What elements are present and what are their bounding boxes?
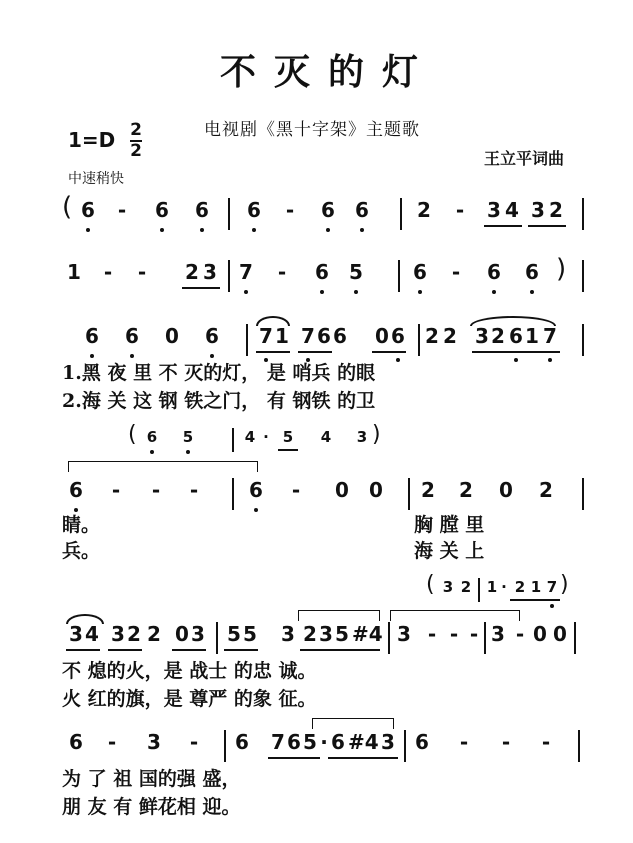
note: 5	[349, 260, 363, 284]
note: 6	[415, 730, 429, 754]
note: 6	[333, 324, 347, 348]
note: -	[189, 730, 199, 754]
lyric-line-4-verse-2: 朋 友 有 鲜花相 迎。	[62, 796, 241, 818]
note: -	[501, 730, 511, 754]
note: 3	[69, 622, 83, 646]
note: 2	[303, 622, 317, 646]
note: 3	[111, 622, 125, 646]
note: 6	[509, 324, 523, 348]
note: 6	[525, 260, 539, 284]
note: 6	[331, 730, 345, 754]
note: 2	[443, 324, 457, 348]
note: 2	[417, 198, 431, 222]
note: 3	[531, 198, 545, 222]
note: #4	[348, 730, 379, 754]
note: 4	[320, 428, 332, 446]
note: 5	[282, 428, 294, 446]
note: 2	[460, 578, 472, 596]
tempo-marking: 中速稍快	[68, 171, 124, 187]
note: 2	[491, 324, 505, 348]
song-title: 不灭的灯	[220, 51, 437, 93]
note: 5	[243, 622, 257, 646]
note: 0	[553, 622, 567, 646]
note: ·	[320, 730, 328, 754]
note: -	[541, 730, 551, 754]
note: 6	[195, 198, 209, 222]
note: 2	[127, 622, 141, 646]
note: 3	[397, 622, 411, 646]
volta-bracket	[68, 461, 258, 472]
note: 6	[85, 324, 99, 348]
note: 0	[335, 478, 349, 502]
note: 2	[421, 478, 435, 502]
note: -	[451, 260, 461, 284]
note: 5	[182, 428, 194, 446]
note: 7	[259, 324, 273, 348]
note: 2	[147, 622, 161, 646]
key-signature: 1=D	[68, 128, 116, 152]
tuplet-bracket	[298, 610, 380, 621]
note: 3	[191, 622, 205, 646]
lyric-line-2-verse-2b: 海 关 上	[414, 540, 485, 562]
note: 4	[505, 198, 519, 222]
note: 6	[315, 260, 329, 284]
note: 2	[539, 478, 553, 502]
note: 1	[486, 578, 498, 596]
note: 7	[543, 324, 557, 348]
note: 3	[319, 622, 333, 646]
note: -	[449, 622, 459, 646]
note: 7	[546, 578, 558, 596]
note: 3	[356, 428, 368, 446]
note: -	[455, 198, 465, 222]
lyric-line-2-verse-1b: 胸 膛 里	[414, 514, 485, 536]
note: 0	[369, 478, 383, 502]
note: ·	[263, 428, 269, 446]
note: 6	[81, 198, 95, 222]
note: 0	[533, 622, 547, 646]
note: -	[117, 198, 127, 222]
note: 7	[301, 324, 315, 348]
meter-bottom: 2	[130, 141, 142, 161]
note: 5	[303, 730, 317, 754]
note: 3	[381, 730, 395, 754]
note: -	[151, 478, 161, 502]
lyric-line-4-verse-1: 为 了 祖 国的强 盛，	[62, 768, 241, 790]
note: #4	[352, 622, 383, 646]
note: -	[285, 198, 295, 222]
note: -	[515, 622, 525, 646]
note: -	[291, 478, 301, 502]
note: -	[277, 260, 287, 284]
note: -	[189, 478, 199, 502]
note: 2	[425, 324, 439, 348]
note: 3	[487, 198, 501, 222]
note: -	[107, 730, 117, 754]
note: -	[103, 260, 113, 284]
lyric-line-3-verse-2: 火 红的旗，是 尊严 的象 征。	[62, 688, 317, 710]
note: 1	[275, 324, 289, 348]
note: -	[137, 260, 147, 284]
note: 1	[525, 324, 539, 348]
note: 6	[287, 730, 301, 754]
note: 6	[69, 478, 83, 502]
note: 0	[375, 324, 389, 348]
lyric-line-1-verse-1: 1.黑 夜 里 不 灭的灯， 是 哨兵 的眼	[62, 362, 376, 384]
note: 2	[459, 478, 473, 502]
note: ·	[501, 578, 507, 596]
note: -	[459, 730, 469, 754]
note: 6	[69, 730, 83, 754]
note: -	[111, 478, 121, 502]
meter-top: 2	[130, 120, 142, 140]
lyric-line-3-verse-1: 不 熄的火，是 战士 的忠 诚。	[62, 660, 317, 682]
tuplet-bracket	[312, 718, 394, 729]
note: 0	[499, 478, 513, 502]
note: 5	[335, 622, 349, 646]
note: 5	[227, 622, 241, 646]
note: 6	[235, 730, 249, 754]
volta-bracket	[390, 610, 520, 621]
note: 2	[185, 260, 199, 284]
note: 3	[475, 324, 489, 348]
note: 1	[530, 578, 542, 596]
note: 6	[355, 198, 369, 222]
note: 6	[125, 324, 139, 348]
note: 0	[175, 622, 189, 646]
note: 7	[239, 260, 253, 284]
note: 3	[203, 260, 217, 284]
note: 6	[247, 198, 261, 222]
note: 2	[514, 578, 526, 596]
note: 6	[146, 428, 158, 446]
note: 6	[317, 324, 331, 348]
note: 3	[147, 730, 161, 754]
note: 1	[67, 260, 81, 284]
note: 3	[491, 622, 505, 646]
note: 7	[271, 730, 285, 754]
note: -	[469, 622, 479, 646]
note: 3	[442, 578, 454, 596]
time-signature	[130, 122, 142, 160]
lyric-line-2-verse-1a: 睛。	[62, 514, 101, 536]
note: 6	[391, 324, 405, 348]
note: 4	[85, 622, 99, 646]
composer-credit: 王立平词曲	[484, 149, 565, 168]
note: 6	[413, 260, 427, 284]
note: 6	[155, 198, 169, 222]
note: 4	[244, 428, 256, 446]
note: 0	[165, 324, 179, 348]
note: -	[427, 622, 437, 646]
note: 6	[205, 324, 219, 348]
lyric-line-1-verse-2: 2.海 关 这 钢 铁之门， 有 钢铁 的卫	[62, 390, 376, 412]
note: 6	[321, 198, 335, 222]
note: 6	[487, 260, 501, 284]
note: 2	[549, 198, 563, 222]
note: 6	[249, 478, 263, 502]
song-subtitle: 电视剧《黑十字架》主题歌	[204, 120, 420, 140]
note: 3	[281, 622, 295, 646]
lyric-line-2-verse-2a: 兵。	[62, 540, 101, 562]
